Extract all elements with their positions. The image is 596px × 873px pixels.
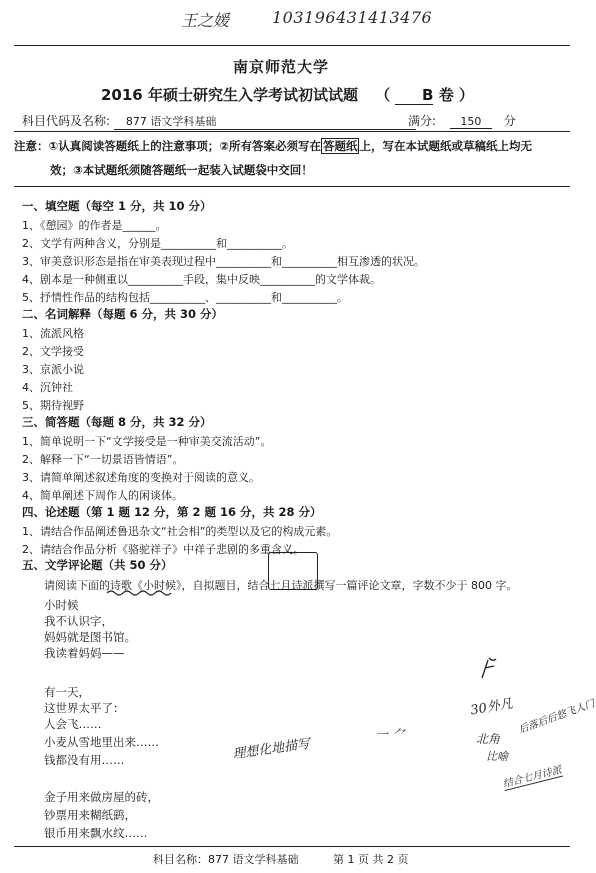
section-3-title: 三、简答题（每题 8 分，共 32 分） xyxy=(22,415,212,429)
score-value: 150 xyxy=(450,115,492,129)
question-4-1: 1、请结合作品阐述鲁迅杂文“社会相”的类型以及它的构成元素。 xyxy=(22,525,338,538)
footer-page: 第 1 页 共 2 页 xyxy=(333,853,409,866)
hand-flourish-mark xyxy=(478,656,500,680)
question-3-2: 2、解释一下“一切景语皆情语”。 xyxy=(22,453,184,466)
footer-rule xyxy=(14,846,570,847)
section-2-title: 二、名词解释（每题 6 分，共 30 分） xyxy=(22,307,224,321)
handwritten-name: 王之媛 xyxy=(181,11,230,30)
handwritten-number: 103196431413476 xyxy=(272,8,433,27)
header-rule xyxy=(14,131,570,132)
question-3-4: 4、简单阐述下周作人的闲谈体。 xyxy=(22,489,183,502)
poem-line-6: 有一天， xyxy=(44,685,90,699)
poem-line-9: 小麦从雪地里出来…… xyxy=(44,735,159,749)
university-name: 南京师范大学 xyxy=(233,58,330,76)
question-1-3: 3、审美意识形态是指在审美表现过程中__________和__________相互渗透的状况。 xyxy=(22,255,425,268)
handwritten-note-2: 30外凡 xyxy=(469,696,514,719)
notice-suffix: 上，写在本试题纸或草稿纸上均无 xyxy=(359,139,532,153)
poem-line-3: 妈妈就是图书馆。 xyxy=(44,630,136,644)
poem-line-2: 我不认识字， xyxy=(44,614,113,628)
footer-subject: 科目名称：877 语文学科基础 xyxy=(153,853,299,866)
poem-line-12: 金子用来做房屋的砖， xyxy=(44,790,159,804)
section-1-title: 一、填空题（每空 1 分，共 10 分） xyxy=(22,199,212,213)
question-3-1: 1、简单说明一下“文学接受是一种审美交流活动”。 xyxy=(22,435,272,448)
paper-close: 卷 ） xyxy=(438,86,474,104)
question-3-3: 3、请简单阐述叙述角度的变换对于阅读的意义。 xyxy=(22,471,260,484)
exam-title xyxy=(101,84,474,105)
handwritten-note-3: 北角 xyxy=(476,732,501,746)
notice-rule xyxy=(14,186,570,187)
question-1-4: 4、剧本是一种侧重以__________手段，集中反映__________的文学体裁。 xyxy=(22,273,381,286)
score-label: 满分: xyxy=(408,114,437,128)
question-1-2: 2、文学有两种含义，分别是__________和__________。 xyxy=(22,237,293,250)
notice-boxed-word: 答题纸 xyxy=(322,139,358,153)
question-2-2: 2、文学接受 xyxy=(22,345,84,358)
subject-value: 877 语文学科基础 xyxy=(114,113,416,130)
handwritten-box-mark xyxy=(268,552,318,590)
subject-row xyxy=(22,112,416,130)
handwritten-note-1: 理想化地描写 xyxy=(231,736,311,763)
top-rule xyxy=(14,45,570,46)
poem-line-13: 钞票用来糊纸鹞， xyxy=(44,808,136,822)
question-1-5: 5、抒情性作品的结构包括__________、__________和__________。 xyxy=(22,291,348,304)
wavy-underline-mark xyxy=(106,589,172,597)
paper-code: B xyxy=(395,86,433,105)
subject-label: 科目代码及名称: xyxy=(22,114,111,128)
score-unit: 分 xyxy=(503,114,516,128)
section-5-title: 五、文学评论题（共 50 分） xyxy=(22,558,173,572)
poem-line-8: 人会飞…… xyxy=(44,717,102,731)
paper-open: （ xyxy=(375,86,391,104)
question-2-1: 1、流派风格 xyxy=(22,327,84,340)
question-5-prompt: 请阅读下面的诗歌《小时候》，自拟题目，结合七月诗派撰写一篇评论文章，字数不少于 800 字。 xyxy=(44,579,518,592)
section-4-title: 四、论述题（第 1 题 12 分，第 2 题 16 分，共 28 分） xyxy=(22,505,322,519)
notice-line-1 xyxy=(14,138,532,154)
question-4-2: 2、请结合作品分析《骆驼祥子》中祥子悲剧的多重含义。 xyxy=(22,543,304,556)
handwritten-note-5: 后落后后悠飞人门 xyxy=(517,698,596,737)
handwritten-dash: 一 ⺈ xyxy=(375,728,406,743)
poem-line-4: 我读着妈妈—— xyxy=(44,646,125,660)
poem-line-14: 银币用来飘水纹…… xyxy=(44,826,148,840)
question-2-5: 5、期待视野 xyxy=(22,399,84,412)
poem-line-10: 钱都没有用…… xyxy=(44,753,125,767)
poem-line-7: 这世界太平了： xyxy=(44,701,125,715)
exam-title-text: 2016 年硕士研究生入学考试初试试题 xyxy=(101,86,358,104)
handwritten-note-4: 比喻 xyxy=(486,750,508,763)
question-2-3: 3、京派小说 xyxy=(22,363,84,376)
notice-line-2: 效；③本试题纸须随答题纸一起装入试题袋中交回！ xyxy=(50,163,313,177)
notice-prefix: 注意：①认真阅读答题纸上的注意事项；②所有答案必须写在 xyxy=(14,139,321,153)
handwritten-note-6: 结合七月诗派 xyxy=(501,761,563,791)
score-row xyxy=(408,112,516,129)
question-1-1: 1、《憩园》的作者是______。 xyxy=(22,219,167,232)
question-2-4: 4、沉钟社 xyxy=(22,381,73,394)
poem-line-1: 小时候 xyxy=(44,598,79,612)
